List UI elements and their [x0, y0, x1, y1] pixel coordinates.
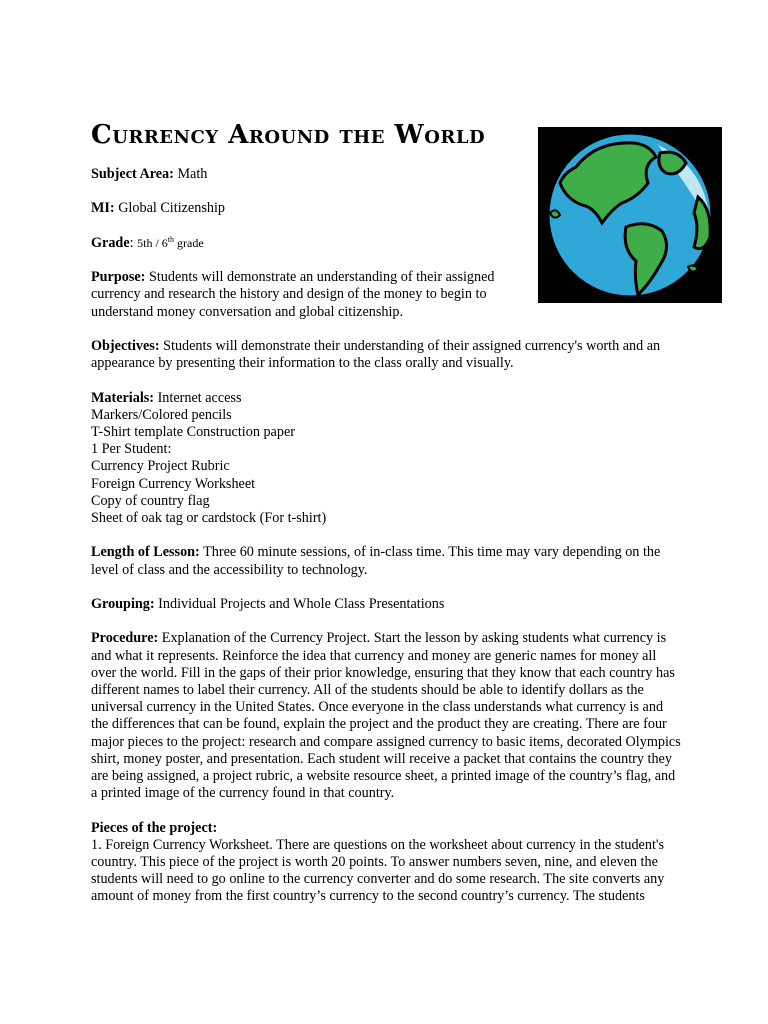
grade-value-part1: 5th / 6: [137, 235, 168, 250]
mi-label: MI:: [91, 200, 115, 217]
materials-item: Currency Project Rubric: [91, 458, 230, 475]
procedure-text: Explanation of the Currency Project. Start the lesson by asking students what currency is and what it represents. Reinforce the idea that currency and money are generic names for money all over the world. Fill in the gaps of their prior knowledge, ensuring that they know that each country has different names to label their currency. All of the students should be able to identify dollars as the universal currency in the United States. Once everyone in the class understands what currency is and the differences that can be found, explain the project and the product they are creating. There are four major pieces to the project: research and compare assigned currency to basic items, decorated Olympics shirt, money poster, and presentation. Each student will receive a packet that contains the country they are being assigned, a project rubric, a website resource sheet, a printed image of the country’s flag, and a printed image of the currency found in that country.: [91, 630, 681, 802]
grade-value-part2: grade: [174, 235, 204, 250]
procedure-paragraph: [91, 630, 681, 802]
subject-area-label: Subject Area:: [91, 166, 174, 182]
mi-value: Global Citizenship: [114, 200, 225, 217]
materials-item: T-Shirt template Construction paper: [91, 423, 295, 440]
subject-area: [91, 166, 681, 183]
purpose-label: Purpose:: [91, 269, 146, 286]
objectives-label: Objectives:: [91, 337, 160, 354]
grouping-text: Individual Projects and Whole Class Presentations: [154, 595, 445, 612]
pieces-label: Pieces of the project:: [91, 819, 218, 836]
materials-first-line: [91, 390, 681, 407]
objectives-text: Students will demonstrate their understanding of their assigned currency's worth and an appearance by presenting their information to the class orally and visually.: [91, 337, 661, 372]
page-title: Currency Around the World: [91, 120, 486, 150]
subject-area-value: Math: [173, 166, 208, 182]
purpose-paragraph: [91, 269, 511, 321]
grade-sup: th: [167, 234, 175, 244]
materials-first-item: Internet access: [154, 389, 242, 406]
objectives-paragraph: [91, 338, 681, 372]
grade-colon: :: [129, 234, 138, 251]
mi-line: [91, 200, 681, 217]
grade-value: [137, 236, 204, 250]
grouping-paragraph: [91, 596, 681, 613]
materials-item: Sheet of oak tag or cardstock (For t-shirt): [91, 509, 327, 526]
materials-label: Materials:: [91, 389, 155, 406]
procedure-label: Procedure:: [91, 630, 159, 647]
pieces-paragraph: [91, 820, 681, 906]
materials-item: Copy of country flag: [91, 492, 210, 509]
pieces-text: 1. Foreign Currency Worksheet. There are questions on the worksheet about currency in the student's country. This piece of the project is worth 20 points. To answer numbers seven, nine, and eleven the students will need to go online to the currency converter and do some research. The site converts any amount of money from the first country’s currency to the second country’s currency. The students: [91, 836, 665, 905]
lesson-body: [91, 166, 681, 923]
length-paragraph: [91, 544, 681, 578]
length-text: Three 60 minute sessions, of in-class time. This time may vary depending on the level of class and the accessibility to technology.: [91, 544, 661, 578]
materials-item: Foreign Currency Worksheet: [91, 475, 256, 492]
grade-label: Grade: [91, 234, 130, 251]
purpose-text: Students will demonstrate an understanding of their assigned currency and research the history and design of the money to begin to understand money conversation and global citizenship.: [91, 269, 495, 320]
materials-list: [91, 390, 681, 528]
materials-item: Markers/Colored pencils: [91, 406, 232, 423]
length-label: Length of Lesson:: [91, 544, 200, 561]
grouping-label: Grouping:: [91, 595, 155, 612]
grade-line: [91, 235, 681, 252]
materials-item: 1 Per Student:: [91, 441, 172, 458]
